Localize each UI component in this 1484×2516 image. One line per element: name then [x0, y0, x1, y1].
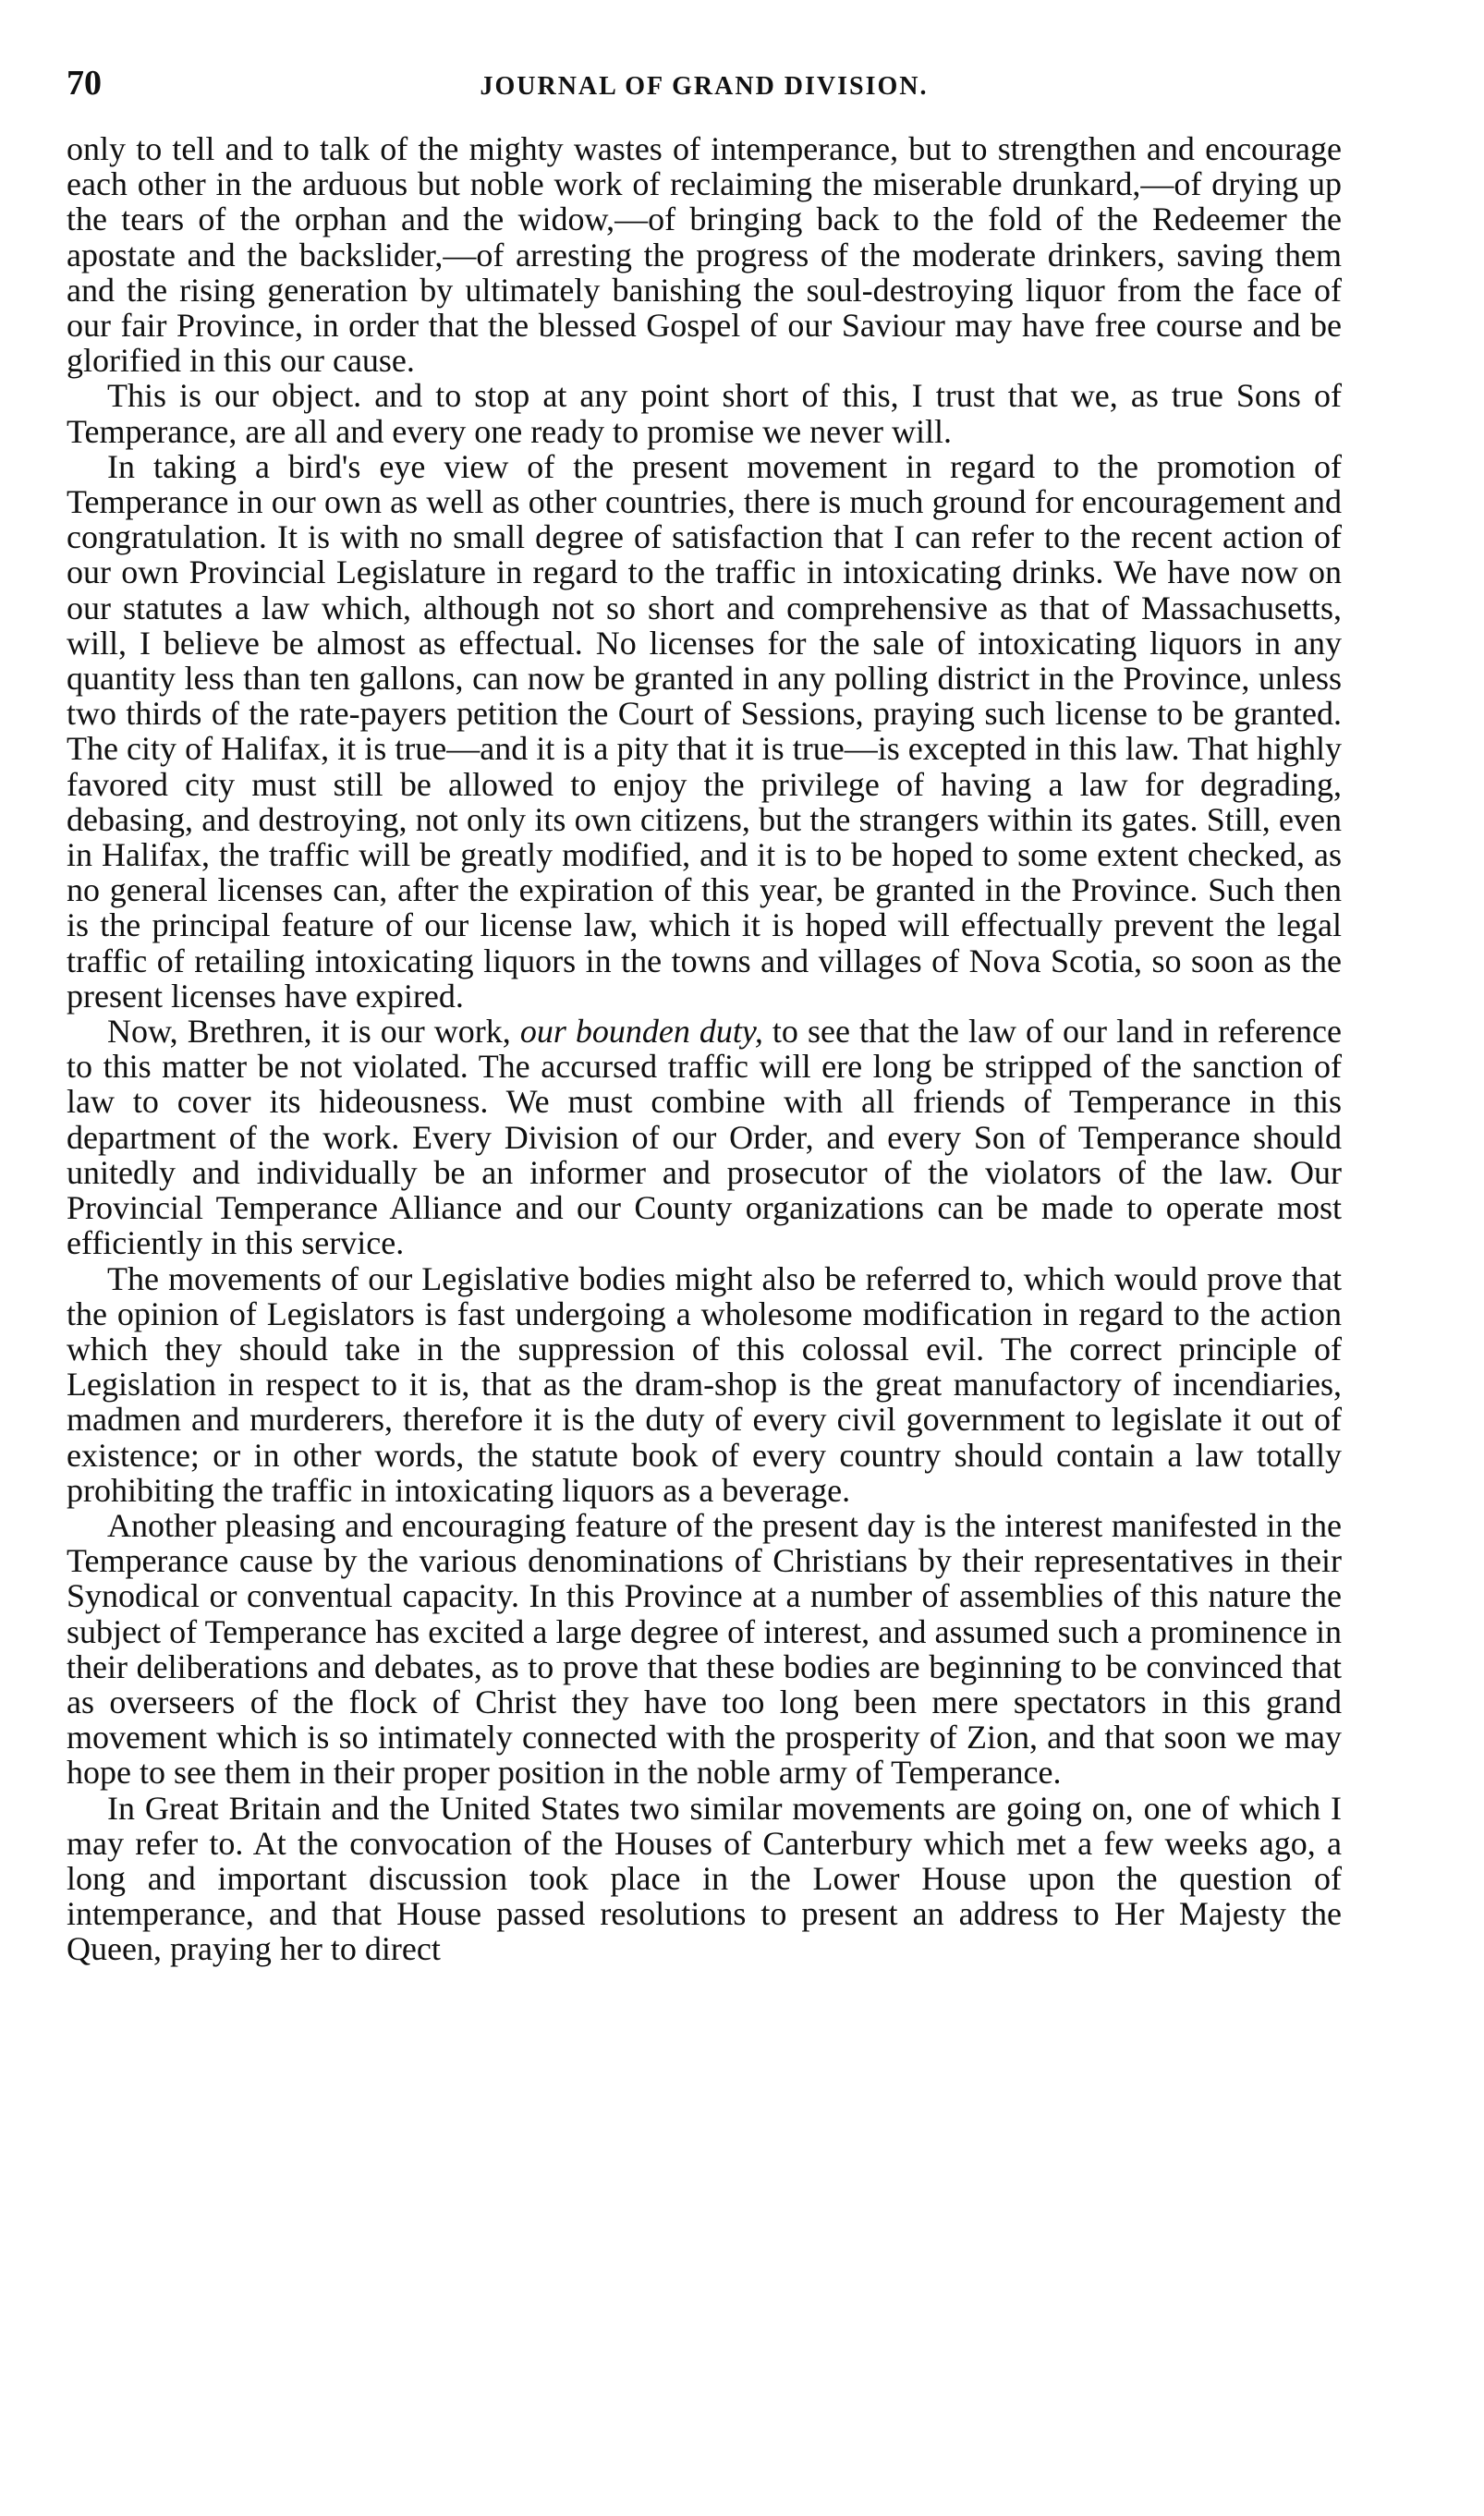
- running-head: JOURNAL OF GRAND DIVISION.: [480, 72, 929, 101]
- paragraph: only to tell and to talk of the mighty wastes of intemperance, but to strengthen and encourage each other in the arduous but noble work of reclaiming the miserable drunkard,—of drying up the tears of the orphan and the widow,—of bringing back to the fold of the Redeemer the apostate and the backslider,—of arresting the progress of the moderate drinkers, saving them and the rising generation by ultimately banishing the soul-destroying liquor from the face of our fair Province, in order that the blessed Gospel of our Saviour may have free course and be glorified in this our cause.: [67, 130, 1342, 380]
- paragraph: In taking a bird's eye view of the present movement in regard to the promotion of Temperance in our own as well as other countries, there is much ground for encouragement and congratulation. It is with no small degree of satisfaction that I can refer to the recent action of our own Provincial Legislature in regard to the traffic in intoxicating drinks. We have now on our statutes a law which, although not so short and comprehensive as that of Massachusetts, will, I believe be almost as effectual. No licenses for the sale of intoxicating liquors in any quantity less than ten gallons, can now be granted in any polling district in the Province, unless two thirds of the rate-payers petition the Court of Sessions, praying such license to be granted. The city of Halifax, it is true—and it is a pity that it is true—is excepted in this law. That highly favored city must still be allowed to enjoy the privilege of having a law for degrading, debasing, and destroying, not only its own citizens, but the strangers within its gates. Still, even in Halifax, the traffic will be greatly modified, and it is to be hoped to some extent checked, as no general licenses can, after the expiration of this year, be granted in the Province. Such then is the principal feature of our license law, which it is hoped will effectually prevent the legal traffic of retailing intoxicating liquors in the towns and villages of Nova Scotia, so soon as the present licenses have expired.: [67, 447, 1342, 1015]
- page-header: [67, 65, 1342, 120]
- page: [67, 65, 1342, 1967]
- paragraph: Another pleasing and encouraging feature of the present day is the interest manifested in the Temperance cause by the various denominations of Christians by their representatives in their Synodical or conventual capacity. In this Province at a number of assemblies of this nature the subject of Temperance has excited a large degree of interest, and assumed such a prominence in their deliberations and debates, as to prove that these bodies are beginning to be convinced that as overseers of the flock of Christ they have too long been mere spectators in this grand movement which is so intimately connected with the prosperity of Zion, and that soon we may hope to see them in their proper position in the noble army of Temperance.: [67, 1506, 1342, 1792]
- paragraph-text: Now, Brethren, it is our work,: [107, 1013, 520, 1051]
- paragraph: The movements of our Legislative bodies might also be referred to, which would prove that the opinion of Legislators is fast undergoing a wholesome modification in regard to the action which they should take in the suppression of this colossal evil. The correct principle of Legislation in respect to it is, that as the dram-shop is the great manufactory of incendiaries, madmen and murderers, therefore it is the duty of every civil government to legislate it out of existence; or in other words, the statute book of every country should contain a law totally prohibiting the traffic in intoxicating liquors as a beverage.: [67, 1259, 1342, 1509]
- emphasis-text: our bounden duty,: [519, 1013, 763, 1051]
- paragraph-text: to see that the law of our land in reference to this matter be not violated. The accursed traffic will ere long be stripped of the sanction of law to cover its hideousness. We must combine with all friends of Temperance in this department of the work. Every Division of our Order, and every Son of Temperance should unitedly and individually be an informer and prosecutor of the violators of the law. Our Provincial Temperance Alliance and our County organizations can be made to operate most efficiently in this service.: [67, 1013, 1342, 1262]
- paragraph: This is our object. and to stop at any point short of this, I trust that we, as true Sons of Temperance, are all and every one ready to promise we never will.: [67, 377, 1342, 450]
- paragraph: In Great Britain and the United States two similar movements are going on, one of which I may refer to. At the convocation of the Houses of Canterbury which met a few weeks ago, a long and important discussion took place in the Lower House upon the question of intemperance, and that House passed resolutions to present an address to Her Majesty the Queen, praying her to direct: [67, 1789, 1342, 1968]
- body-text: [67, 131, 1342, 1967]
- page-number: 70: [67, 64, 102, 103]
- paragraph: [67, 1014, 1342, 1260]
